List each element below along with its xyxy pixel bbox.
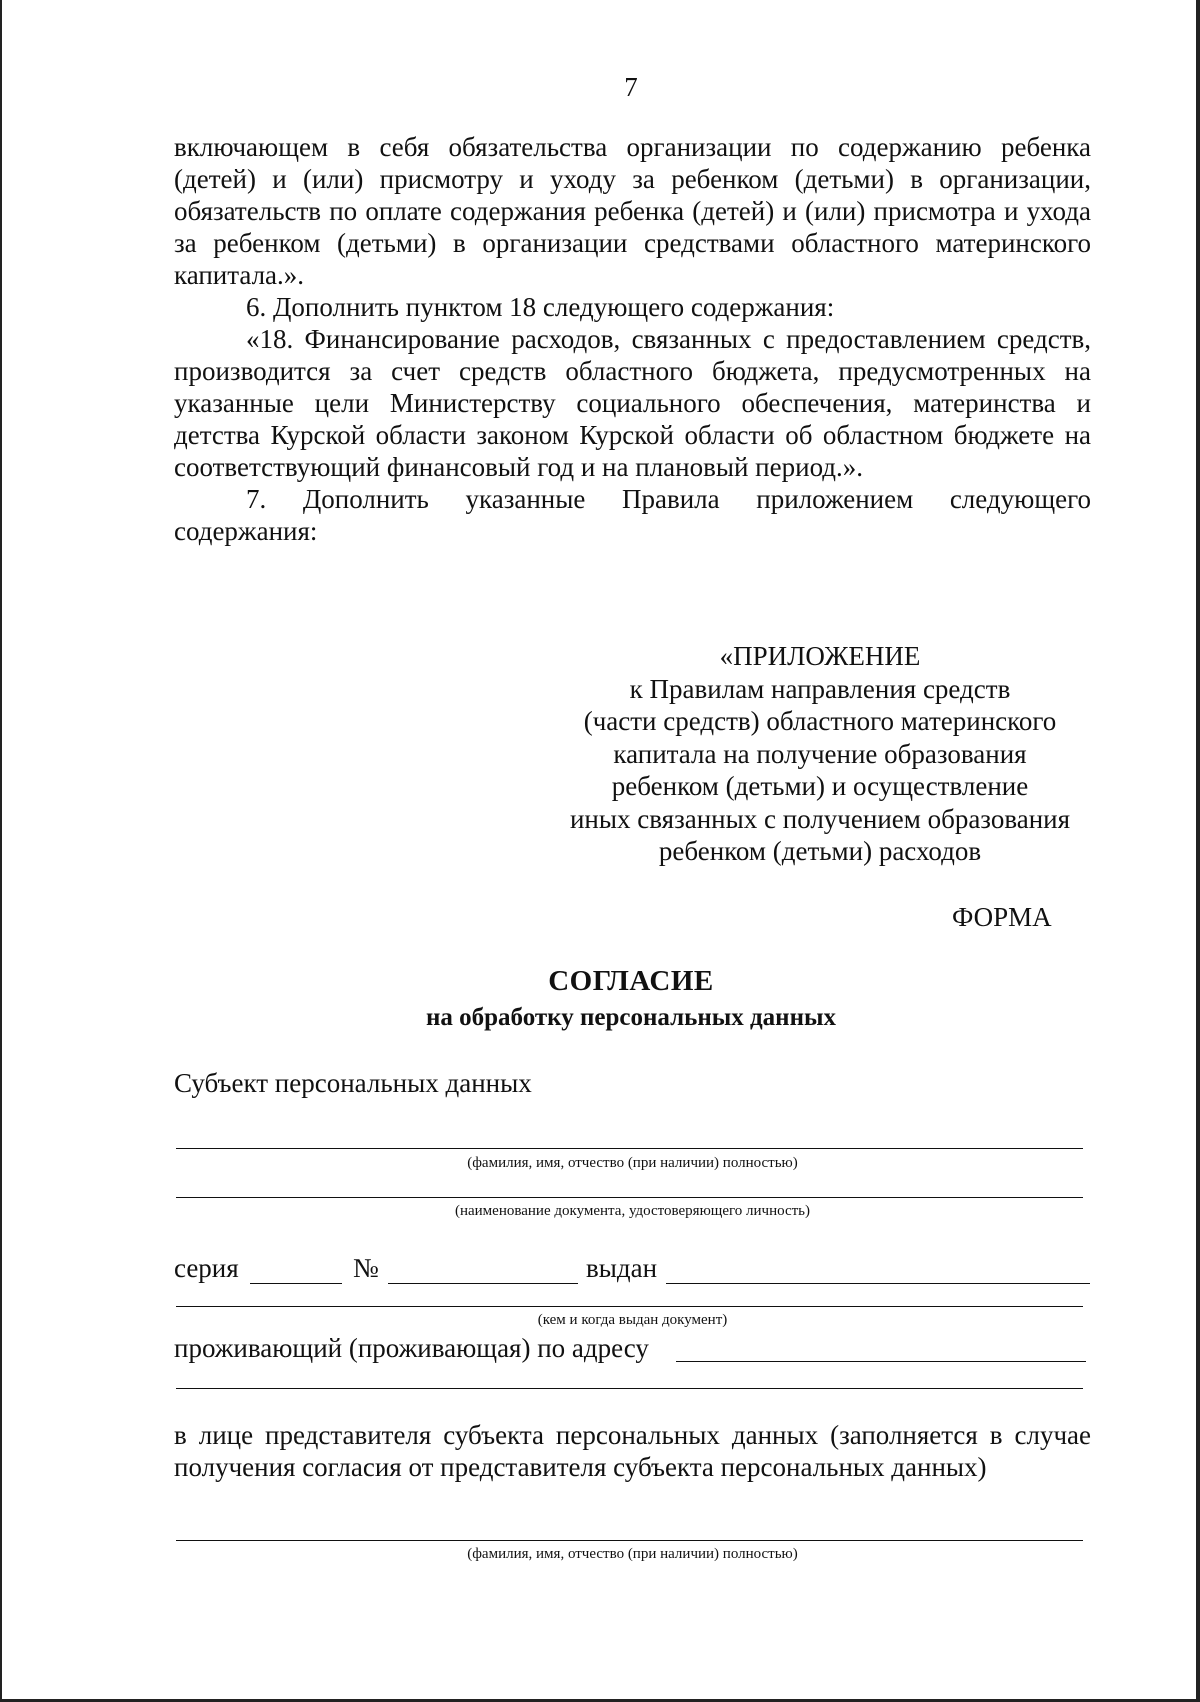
address-field-line-2[interactable] (176, 1388, 1083, 1389)
number-field-line[interactable] (388, 1283, 578, 1284)
document-caption: (наименование документа, удостоверяющего личность) (454, 1203, 811, 1219)
issued-caption: (кем и когда выдан документ) (537, 1312, 728, 1328)
body-section (174, 131, 1091, 547)
series-label: серия (174, 1253, 239, 1283)
issued-label: выдан (586, 1253, 658, 1283)
scan-edge-left (0, 0, 2, 1702)
fio-field-line[interactable] (176, 1148, 1083, 1149)
address-field-line[interactable] (676, 1361, 1086, 1362)
fio-caption: (фамилия, имя, отчество (при наличии) полностью) (467, 1155, 798, 1171)
appendix-line: (части средств) областного материнского (583, 706, 1057, 736)
appendix-line: ребенком (детьми) расходов (658, 836, 982, 866)
appendix-line: ребенком (детьми) и осуществление (611, 771, 1029, 801)
page-number: 7 (624, 72, 638, 102)
issued-field-line[interactable] (666, 1283, 1090, 1284)
appendix-line: к Правилам направления средств (629, 673, 1011, 704)
appendix-line: «ПРИЛОЖЕНИЕ (719, 641, 921, 671)
document-field-line[interactable] (176, 1197, 1083, 1198)
appendix-line: иных связанных с получением образования (569, 803, 1071, 834)
paragraph-item-18: «18. Финансирование расходов, связанных с предоставлением средств, производится за счет средств областного бюджета, предусмотренных на указанные цели Министерству социального обеспечения, материнства и детства Курской области законом Курской области об областном бюджете на соответствующий финансовый год и на плановый период.». (174, 324, 1091, 482)
appendix-header (540, 640, 1100, 868)
issued-by-field-line[interactable] (176, 1306, 1083, 1307)
consent-title: СОГЛАСИЕ (548, 965, 714, 997)
address-label: проживающий (проживающая) по адресу (174, 1333, 649, 1363)
consent-subtitle: на обработку персональных данных (426, 1004, 836, 1031)
representative-text: в лице представителя субъекта персональных данных (заполняется в случае получения согласия от представителя субъекта персональных данных) (174, 1420, 1091, 1482)
subject-label: Субъект персональных данных (174, 1068, 532, 1098)
form-label: ФОРМА (952, 902, 1052, 932)
representative-fio-field-line[interactable] (176, 1540, 1083, 1541)
scan-edge-right (1196, 0, 1200, 1702)
series-field-line[interactable] (250, 1283, 342, 1284)
appendix-line: капитала на получение образования (613, 738, 1027, 769)
paragraph-item-7: 7. Дополнить указанные Правила приложением следующего содержания: (174, 484, 1091, 546)
paragraph-continuation: включающем в себя обязательства организации по содержанию ребенка (детей) и (или) присмотру и уходу за ребенком (детьми) в организации, обязательств по оплате содержания ребенка (детей) и (или) присмотра и ухода за ребенком (детьми) в организации средствами областного материнского капитала.». (174, 132, 1091, 290)
representative-section (174, 1419, 1091, 1483)
number-label: № (353, 1253, 379, 1283)
paragraph-item-6: 6. Дополнить пунктом 18 следующего содержания: (246, 292, 835, 322)
representative-fio-caption: (фамилия, имя, отчество (при наличии) полностью) (467, 1546, 798, 1562)
